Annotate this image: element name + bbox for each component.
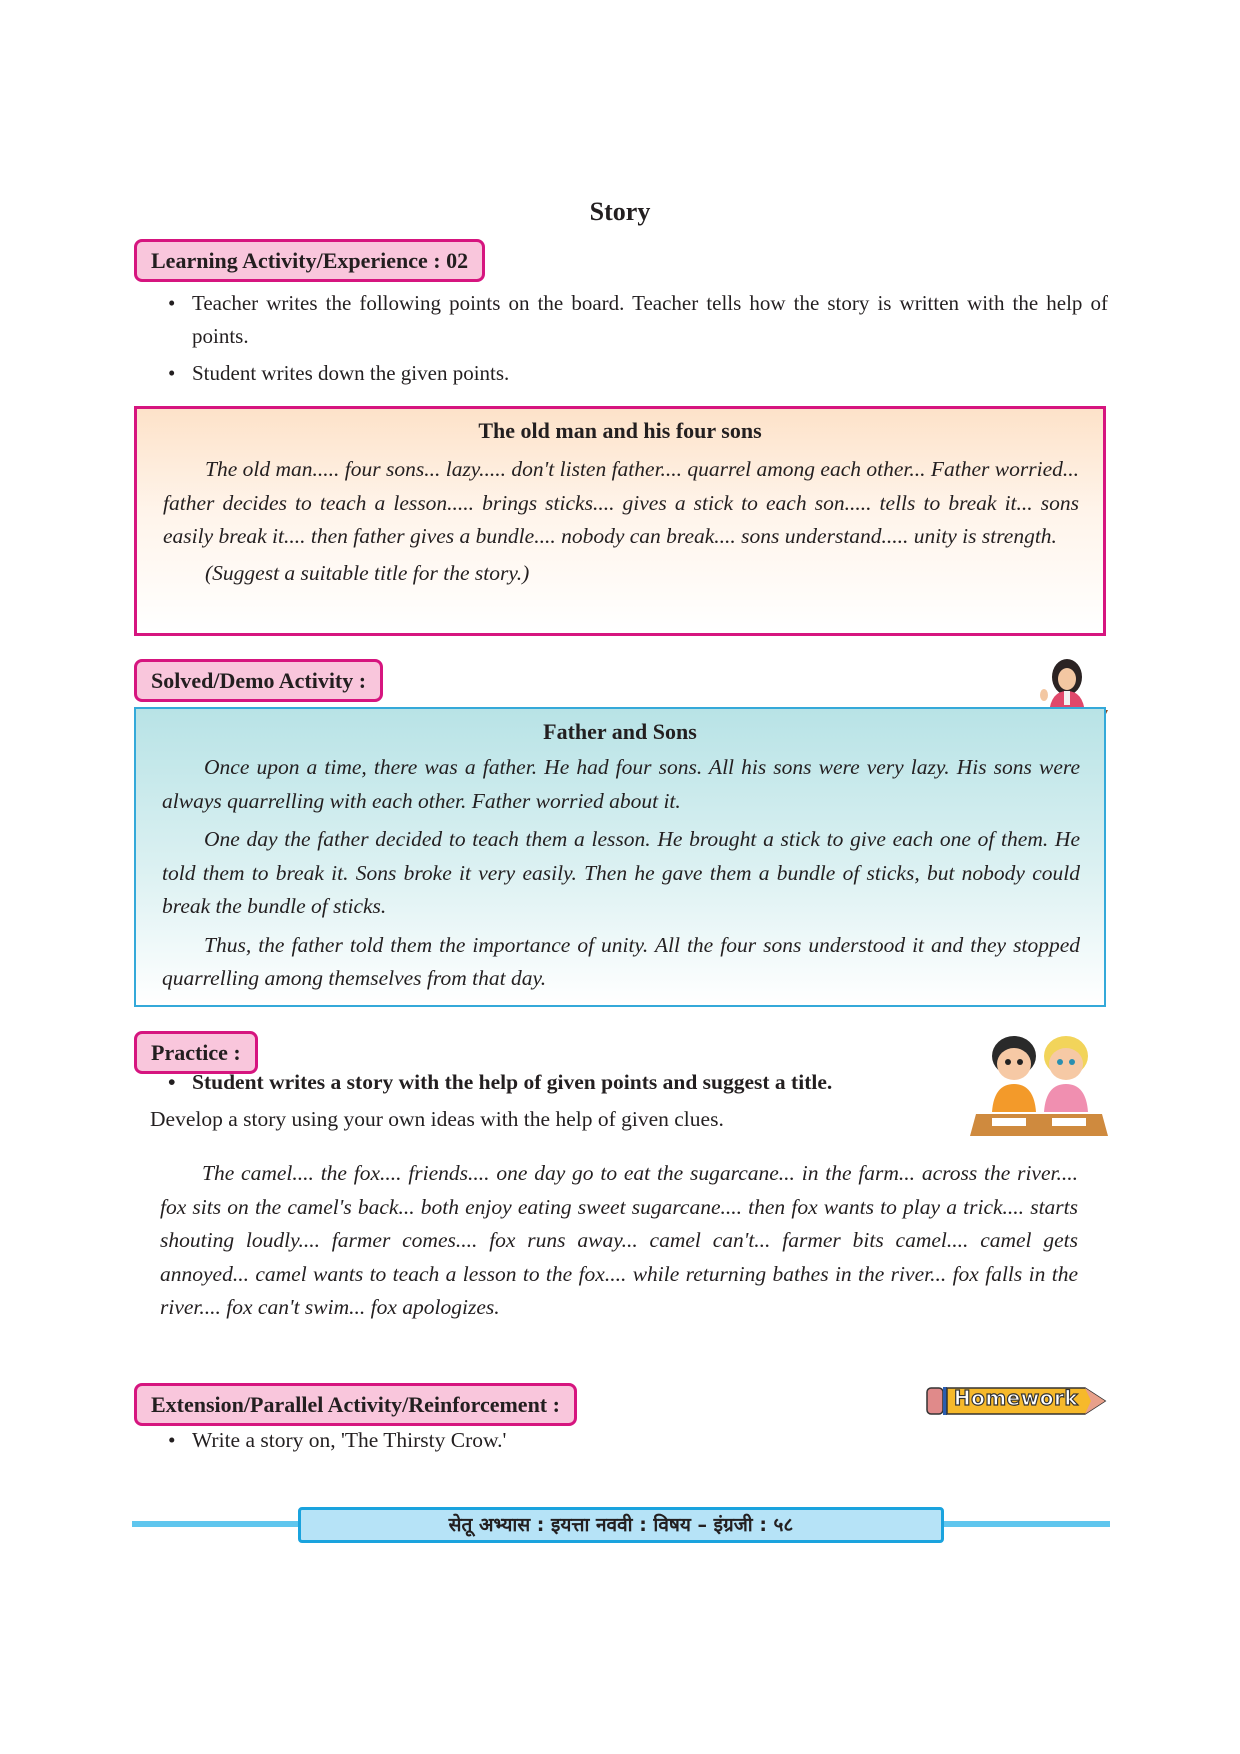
practice-bullet-text: Student writes a story with the help of given points and suggest a title. xyxy=(192,1070,833,1094)
bullet-icon: • xyxy=(168,1070,176,1094)
practice-clues xyxy=(160,1157,1078,1325)
story-points-text xyxy=(163,453,1079,554)
extension-tag: Extension/Parallel Activity/Reinforcement : xyxy=(134,1383,577,1426)
practice-instruction: Develop a story using your own ideas with the help of given clues. xyxy=(150,1107,724,1131)
footer-badge xyxy=(298,1507,944,1543)
solved-paragraph-2-text: One day the father decided to teach them a lesson. He brought a stick to give each one of them. He told them to break it. Sons broke it very easily. Then he gave them a bundle of sticks, but nobody could break the bundle of sticks. xyxy=(162,827,1080,918)
solved-activity-tag: Solved/Demo Activity : xyxy=(134,659,383,702)
extension-bullet xyxy=(158,1428,506,1453)
solved-story-title: Father and Sons xyxy=(543,719,697,744)
story-points-text-body: The old man..... four sons... lazy..... don't listen father.... quarrel among each other... Father worried... father decides to teach a lesson..... brings sticks.... gives a stick to each son..... tells to break it... sons easily break it.... then father gives a bundle.... nobody can break.... sons understand..... unity is strength. xyxy=(163,457,1079,548)
students-writing-icon xyxy=(968,1028,1110,1140)
practice-tag: Practice : xyxy=(134,1031,258,1074)
learning-activity-tag: Learning Activity/Experience : 02 xyxy=(134,239,485,282)
homework-badge xyxy=(925,1384,1107,1418)
solved-paragraph-3 xyxy=(162,929,1080,996)
footer-text: सेतू अभ्यास : इयत्ता नववी : विषय – इंग्रजी : ५८ xyxy=(448,1514,794,1536)
solved-paragraph-1 xyxy=(162,751,1080,818)
learning-bullets xyxy=(158,287,1108,390)
story-points-box xyxy=(134,406,1106,636)
bullet-icon: • xyxy=(168,1428,176,1452)
learning-bullet-2: • Student writes down the given points. xyxy=(158,357,1108,390)
practice-clues-text: The camel.... the fox.... friends.... one day go to eat the sugarcane... in the farm... across the river.... fox sits on the camel's back... both enjoy eating sweet sugarcane.... then fox wants to play a trick.... starts shouting loudly.... farmer comes.... fox runs away... camel can't... farmer bits camel.... camel gets annoyed... camel wants to teach a lesson to the fox.... while returning bathes in the river... fox falls in the river.... fox can't swim... fox apologizes. xyxy=(160,1161,1078,1319)
practice-bullet xyxy=(158,1070,832,1095)
solved-paragraph-1-text: Once upon a time, there was a father. He had four sons. All his sons were very lazy. His sons were always quarrelling with each other. Father worried about it. xyxy=(162,755,1080,813)
homework-label: Homework xyxy=(953,1386,1079,1410)
solved-paragraph-3-text: Thus, the father told them the importance of unity. All the four sons understood it and they stopped quarrelling among themselves from that day. xyxy=(162,932,1080,990)
learning-bullet-1: • Teacher writes the following points on the board. Teacher tells how the story is written with the help of points. xyxy=(158,287,1108,353)
page-title: Story xyxy=(589,197,651,226)
extension-bullet-text: Write a story on, 'The Thirsty Crow.' xyxy=(192,1428,507,1452)
solved-paragraph-2 xyxy=(162,823,1080,924)
solved-story-box xyxy=(134,707,1106,1007)
story-points-title: The old man and his four sons xyxy=(478,418,762,443)
story-points-note: (Suggest a suitable title for the story.) xyxy=(205,560,530,585)
